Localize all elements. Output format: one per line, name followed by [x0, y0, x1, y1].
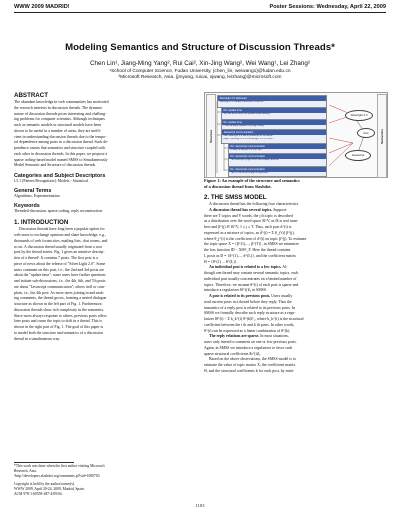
post-7	[228, 166, 327, 177]
smss-line: expressed as a mixture of topics, as d̂^(i) = Σ θ_j^(i) β^(j),	[204, 230, 295, 235]
smss-line: Based on the above observations, the SMSS model is to	[209, 357, 296, 362]
structure-label: Structure	[206, 94, 216, 178]
post-3-title: Re: update time	[222, 120, 326, 125]
left-column	[14, 92, 194, 342]
intro-line: ing comments, the thread grows, forming a nested dialogue	[14, 296, 107, 301]
post-1-text: Silverlight 2.0 release comes with a new UI...	[219, 101, 266, 103]
footnotes	[14, 464, 194, 497]
smss-heading: 2. THE SMSS MODEL	[204, 194, 267, 201]
post-4-title: Javascript communication	[222, 130, 326, 135]
smss-line: Θ, and the structural coefficients b for each post, by mini-	[204, 368, 295, 373]
footnote-one: ¹http://developers.slashdot.org/comments.pl?sid=1000703	[14, 474, 100, 478]
smss-line: estimate the value of topic matrix X, the coefficient matrix	[204, 363, 296, 367]
affiliation-1: ¹School of Computer Science, Fudan University, {chen_lin, weiwang1}@fudan.edu.cn	[109, 69, 291, 74]
introduction-heading: 1. INTRODUCTION	[14, 219, 69, 227]
abstract-line: nature of discussion threads poses interesting and challeng-	[14, 111, 107, 116]
smss-line-rest: Al-	[281, 265, 288, 270]
keywords-heading: Keywords	[14, 202, 40, 209]
smss-line: larizer ‖θ^(i) − Σ b_k^(i) θ^(k)‖²₂, where b_k^(i) is the structural	[204, 317, 304, 321]
copyright-line: ACM 978-1-60558-487-4/09/04.	[14, 492, 63, 496]
intro-line: later posts and cause the topic to drift in a thread. This is	[14, 319, 102, 324]
smss-line: introduce a regularizer ‖θ^(i)‖₁ in SMSS.	[204, 288, 267, 293]
intro-line: shown in the right part of Fig. 1. The goal of this paper is	[14, 325, 104, 329]
categories-line: I.5.1 [Pattern Recognition]: Models - Statistical	[14, 179, 89, 183]
abstract-line: shown to be useful in a number of areas, they are ineffi-	[14, 128, 102, 133]
general-terms-line: Algorithms, Experimentation	[14, 193, 60, 198]
smss-line-lead: An individual post is related to a few topics.	[209, 265, 282, 270]
abstract-line: Model Semantic and Structure of discussion threads.	[14, 163, 97, 168]
intro-line: so on. A discussion thread usually originated from a root	[14, 244, 102, 249]
figure-1	[204, 92, 388, 178]
introduction-body	[14, 227, 194, 342]
topic-node: time	[357, 128, 375, 138]
post-6	[228, 153, 327, 167]
smss-line-lead: A discussion thread has several topics.	[209, 207, 273, 212]
topic-node: Javascript	[345, 150, 371, 161]
abstract-line: the research interests in discussion threads. The dynamic	[14, 105, 103, 110]
smss-line: bers and β^(j) ∈ ℝ^V, 1 ≤ j ≤ T. Thus, each post d^(i) is	[204, 225, 292, 229]
post-1-title: Silverlight 2.0 Released	[218, 96, 326, 101]
smss-line: semantics of a reply post is related to its previous posts. In	[204, 305, 295, 310]
affiliation-2: ²Microsoft Research, Asia. {jmyang, ruicai, xjwang, leizhang}@microsoft.com	[118, 75, 282, 80]
topic-node: Silverlight 2.0	[345, 110, 373, 121]
intro-line: thousands of web forum sites, mailing lists, chat rooms, and	[14, 238, 108, 243]
categories-heading: Categories and Subject Descriptors	[14, 173, 106, 179]
smss-line-lead: The reply relations are sparse.	[209, 334, 260, 339]
author-list: Chen Lin¹, Jiang-Ming Yang², Rui Cai², Xin-Jing Wang², Wei Wang¹, Lei Zhang²	[89, 60, 311, 67]
abstract-line: cient in understanding discussion threads due to the tempo-	[14, 134, 107, 139]
keywords-line: Threaded discussion, sparse coding, reply reconstruction	[14, 208, 103, 213]
intro-line: are about "Javascript communication"; others troll or com-	[14, 284, 106, 289]
smss-line: Again, in SMSS we introduce a regularizer to favor such	[204, 345, 293, 350]
footnote-star: *This work was done when the first author visiting Microsoft	[14, 464, 105, 468]
smss-line: users only intend to comment on one or few previous posts.	[204, 340, 297, 344]
post-5-text: It does, a sample is in the SDK.	[230, 149, 263, 151]
abstract-line: The abundant knowledge in web communities has motivated	[14, 100, 109, 104]
abstract-line: sparse coding-based model named SMSS to Simultaneously	[14, 157, 108, 162]
abstract-line: ing problems for computer scientists. Although techniques	[14, 117, 105, 122]
post-2-text: Will IE5 and Firefox be updated automatically?	[223, 113, 271, 115]
post-5-title: Re: Javascript communication	[229, 144, 326, 149]
intro-line: post by the thread starter. Fig. 1 gives an intuitive descrip-	[14, 250, 105, 255]
intro-line: structure as shown in the left part of Fig. 1. Furthermore,	[14, 302, 103, 306]
running-header-left: WWW 2009 MADRID!	[14, 4, 70, 10]
post-7-text: Yes, HTML DOM bridge is supported.	[230, 172, 269, 174]
abstract-line: ral dependence among posts in a discussion thread. Such de-	[14, 140, 109, 145]
running-header-right: Poster Sessions: Wednesday, April 22, 2009	[269, 4, 386, 10]
abstract-line: such as semantic models or structural models have been	[14, 123, 102, 127]
post-4-text: page? Silverlight 2.0 is a Moonlight 1.0 for Linux...	[223, 137, 275, 140]
smss-line: Θ = {θ^(1) ... θ^(L)}.	[204, 259, 238, 264]
figure-caption	[204, 178, 386, 189]
smss-line: where θ_j^(i) is the coefficient of d^(i) on topic β^(j). To estimate	[204, 236, 307, 241]
smss-line: the topic space X = {β^(1),..., β^(T)}, in SMSS we minimize	[204, 242, 299, 247]
intro-line: tion of a thread¹. It contains 7 posts. The first post is a	[14, 256, 98, 260]
smss-line: read current posts in a thread before they reply. Thus the	[204, 299, 292, 304]
page-number: 1103	[195, 503, 205, 508]
intro-line: about the "update time"; some users have further questions	[14, 273, 106, 278]
smss-line: coefficient between the i th and k th posts. In other words,	[204, 322, 295, 327]
header-rule	[14, 12, 386, 13]
smss-line: sparse structural coefficients ‖b^(i)‖₁.	[204, 351, 262, 356]
figure-caption-line: of a discussion thread from Slashdot.	[204, 183, 272, 189]
abstract-body	[14, 100, 194, 169]
smss-line: SMSS we formally describe such reply structure as a regu-	[204, 311, 296, 316]
intro-line: Since users always response to others, previous posts affect	[14, 313, 107, 318]
abstract-line: pendence causes that semantics and structure coupled with	[14, 146, 106, 150]
intro-line: web users to exchange opinions and share knowledge, e.g.,	[14, 233, 106, 237]
paper-title: Modeling Semantics and Structure of Discussion Threads*	[65, 42, 335, 53]
post-3-text: I have already updated the plugin today.	[223, 125, 265, 127]
post-2-title: Re: update time	[222, 108, 326, 113]
smss-line: there are T topics and V words, the j th topic is described	[204, 213, 293, 218]
smss-line-rest: In most situations,	[259, 334, 289, 339]
intro-line: plain, i.e., the 4th post. As more users joining in and mak-	[14, 290, 105, 295]
smss-line: topics. Therefore, we assume θ^(i) of each post is sparse and	[204, 282, 299, 287]
abstract-line: each other in discussion threads. In this paper, we propose a	[14, 151, 108, 156]
figure-caption-line: Figure 1: An example of the structure and semantics	[204, 178, 300, 183]
general-terms-heading: General Terms	[14, 187, 52, 194]
post-7-title: Re: Javascript communication	[229, 167, 326, 172]
smss-line: θ^(i) can be expressed as a linear combination of θ^(k).	[204, 328, 291, 333]
smss-line: the loss function ‖D − XΘ‖²_F. Here the thread contains	[204, 248, 291, 252]
intro-line: and initiate sub-discussions, i.e., the 4th, 6th, and 7th posts	[14, 279, 106, 283]
smss-line: individual post usually concentrates on a limited number of	[204, 276, 297, 281]
copyright-line: WWW 2009, April 20-24, 2009, Madrid, Spain.	[14, 487, 85, 491]
intro-line: Discussion threads have long been a popular option for	[19, 227, 105, 232]
post-4-text: Can Silverlight 2.0 talk to javascript on the same	[223, 135, 273, 137]
intro-line: piece of news about the release of "SilverLight 2.0". Some	[14, 261, 106, 266]
intro-line: thread in a simultaneous way.	[14, 336, 61, 341]
smss-line: though one thread may contain several semantic topics, each	[204, 271, 299, 275]
footnote-star-cont: Research, Asia.	[14, 469, 37, 473]
post-6-text: The silverlight plugin is for the browser, and the	[230, 159, 279, 161]
post-6-title: Re: Javascript communication	[229, 154, 326, 159]
smss-line-rest: Suppose	[272, 207, 287, 212]
smss-line: A discussion thread has the following four characteristics.	[209, 202, 300, 206]
copyright-line: Copyright is held by the author/owner(s).	[14, 482, 76, 486]
abstract-heading: ABSTRACT	[14, 92, 49, 99]
smss-section	[204, 194, 386, 375]
smss-line: L posts as D = {d^(1),..., d^(L)}, and the coefficient matrix	[204, 253, 296, 258]
smss-body	[204, 202, 386, 375]
intro-line: discussion threads show rich complexity in the semantics.	[14, 307, 105, 312]
semantics-label: Semantics	[377, 94, 387, 178]
footnote-rule	[14, 462, 74, 463]
smss-line-rest: Users usually	[270, 294, 293, 298]
smss-line: as a distribution over the word space ℝ^V, as ℝ is real num-	[204, 219, 299, 224]
intro-line: users comment on this post, i.e., the 2nd and 3rd posts are	[14, 267, 105, 272]
post-4	[221, 129, 327, 144]
smss-line-lead: A post is related to its previous posts.	[209, 294, 271, 298]
intro-line: to model both the structure and semantics of a discussion	[14, 330, 103, 335]
